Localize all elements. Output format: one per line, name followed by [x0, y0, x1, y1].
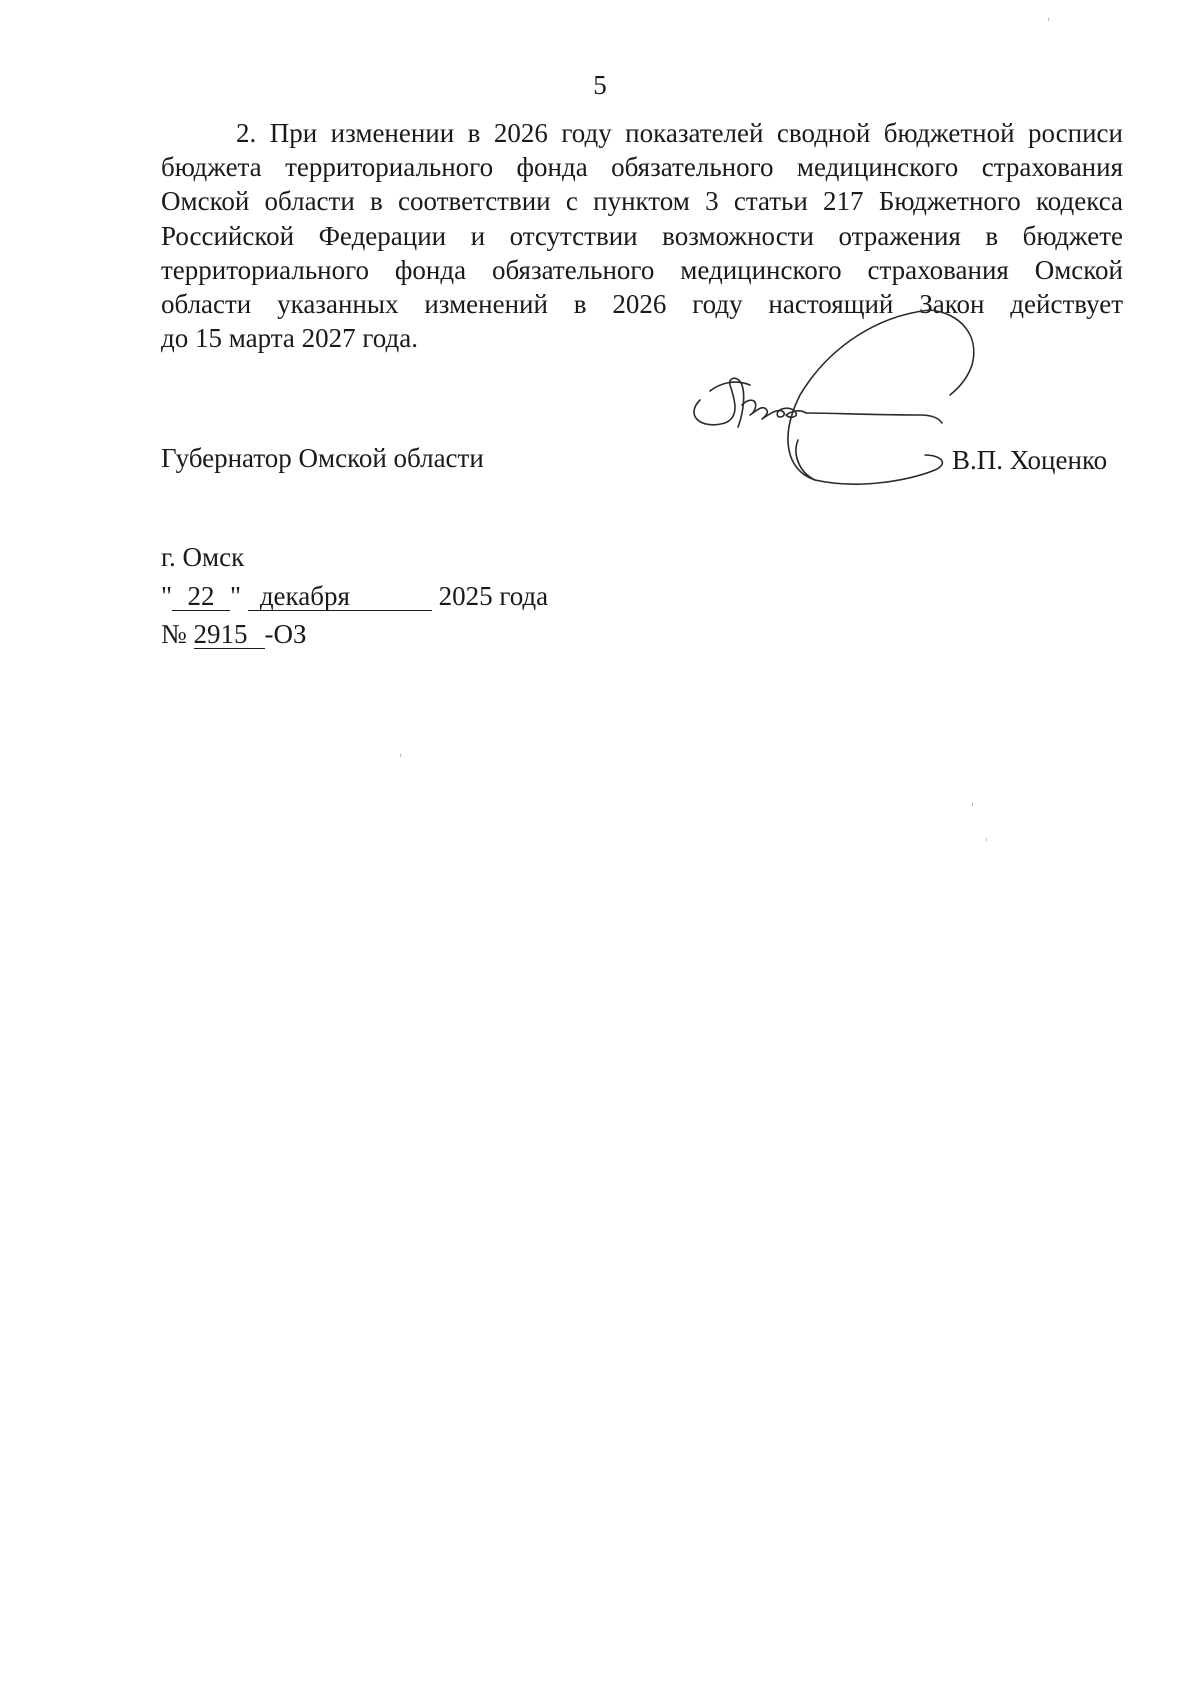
page-number: 5: [593, 70, 607, 100]
handwritten-signature: [680, 305, 1040, 525]
scan-speck: [400, 754, 401, 757]
date-day: 22: [172, 582, 230, 611]
date-close-quote: ": [230, 581, 242, 611]
law-number-suffix: -ОЗ: [264, 619, 307, 649]
scan-speck: [986, 838, 987, 841]
date-year: 2025 года: [438, 581, 549, 611]
paragraph-line: Омской области в соответствии с пунктом 3 статьи 217 Бюджетного кодекса: [161, 186, 1123, 217]
signatory-name: В.П. Хоценко: [952, 445, 1108, 475]
paragraph-line: Российской Федерации и отсутствии возможности отражения в бюджете: [161, 220, 1123, 251]
law-number: [161, 617, 307, 651]
paragraph-line: 2. При изменении в 2026 году показателей сводной бюджетной росписи: [236, 118, 1123, 148]
paragraph-line: территориального фонда обязательного медицинского страхования Омской: [161, 254, 1123, 285]
paragraph-line: бюджета территориального фонда обязательного медицинского страхования: [161, 152, 1123, 183]
paragraph-line: области указанных изменений в 2026 году настоящий Закон действует: [161, 288, 1123, 319]
date-of-signing: [161, 579, 548, 613]
place-of-signing: г. Омск: [161, 542, 245, 572]
scan-speck: [1048, 18, 1049, 21]
date-month: декабря: [248, 582, 432, 611]
scan-speck: [972, 803, 973, 806]
number-sign: №: [161, 619, 187, 649]
signatory-title: Губернатор Омской области: [161, 443, 484, 473]
law-number-value: 2915: [194, 620, 265, 649]
date-open-quote: ": [161, 581, 173, 611]
paragraph-line: до 15 марта 2027 года.: [161, 323, 418, 354]
